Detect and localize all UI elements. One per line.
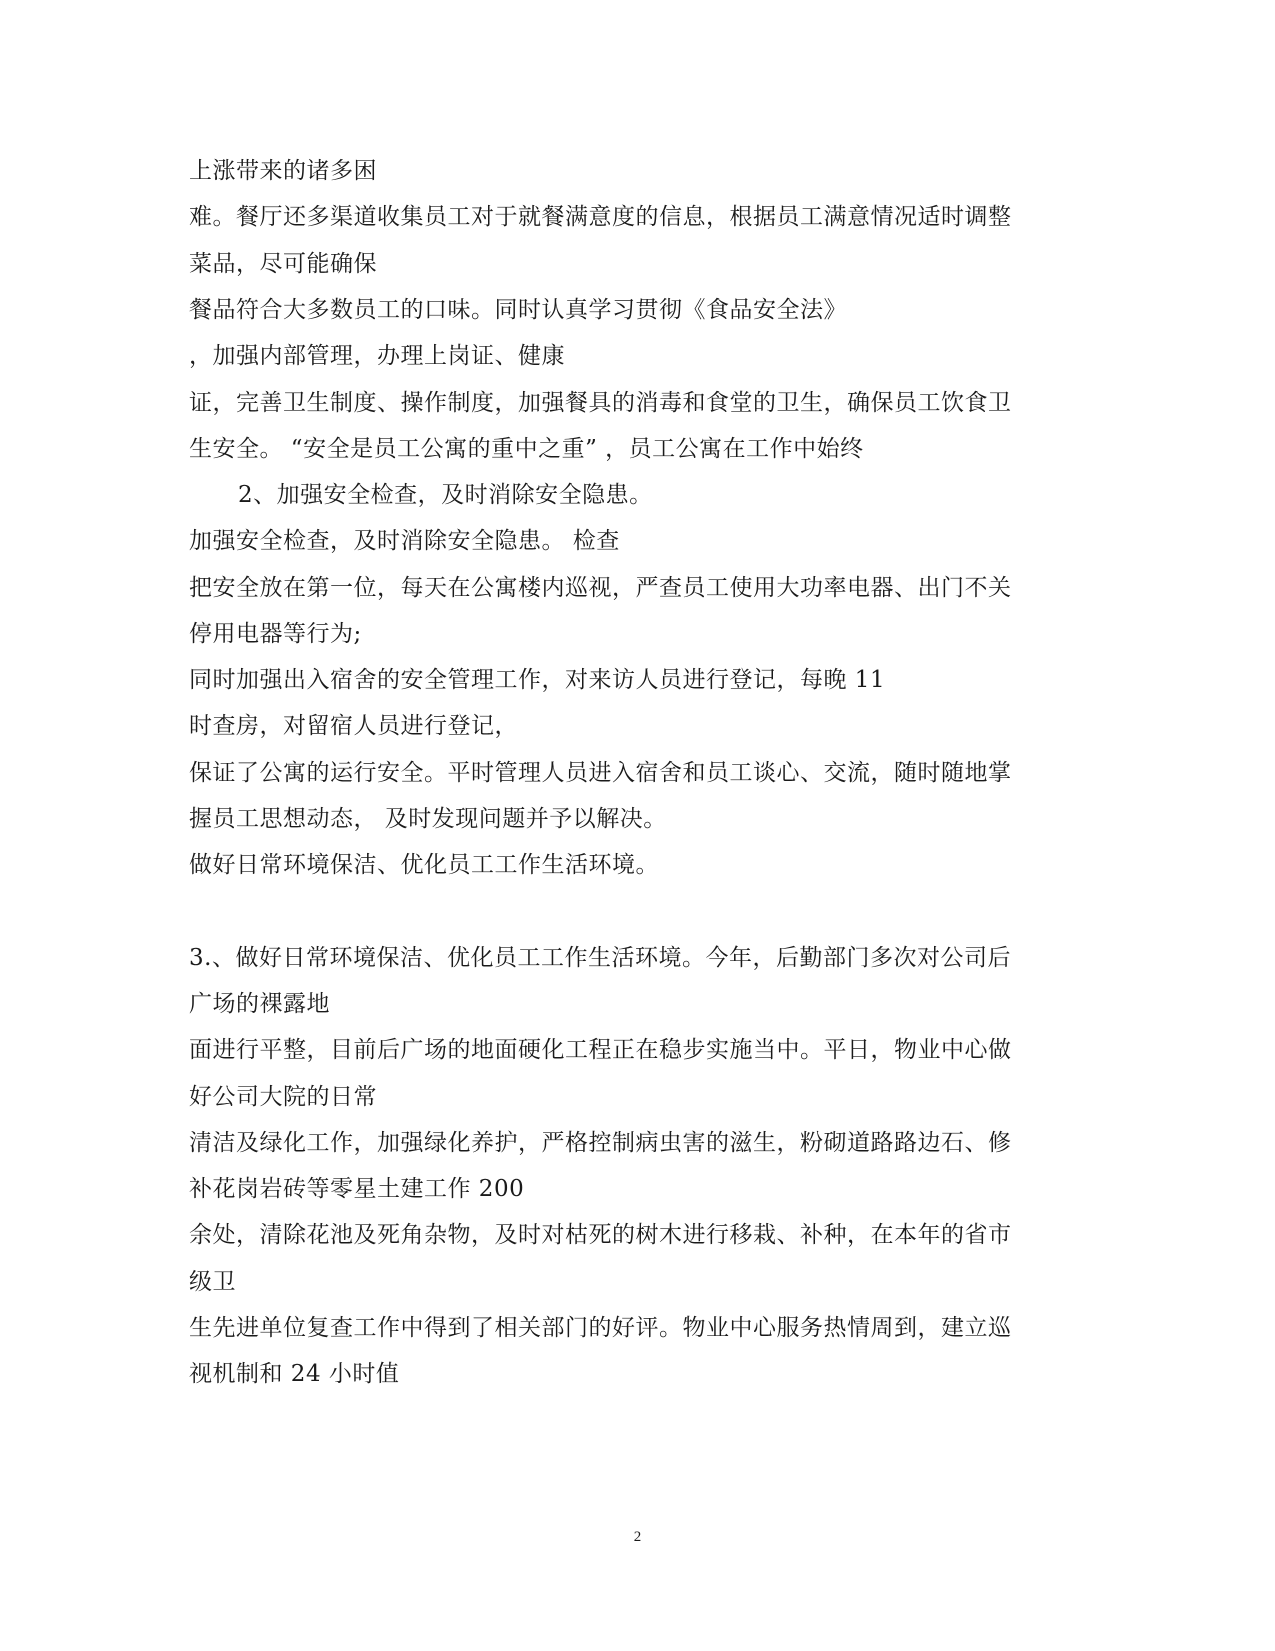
- text-line: 广场的裸露地: [189, 991, 330, 1017]
- section-heading: 2、加强安全检查，及时消除安全隐患。: [238, 482, 653, 508]
- text-line: 做好日常环境保洁、优化员工工作生活环境。: [189, 852, 659, 878]
- text-line: 余处，清除花池及死角杂物，及时对枯死的树木进行移栽、补种，在本年的省市: [189, 1222, 1012, 1248]
- text-line: 面进行平整，目前后广场的地面硬化工程正在稳步实施当中。平日，物业中心做: [189, 1037, 1012, 1063]
- text-line: 同时加强出入宿舍的安全管理工作，对来访人员进行登记，每晚 11: [189, 667, 886, 693]
- text-line: 清洁及绿化工作，加强绿化养护，严格控制病虫害的滋生，粉砌道路路边石、修: [189, 1130, 1012, 1156]
- text-line: 视机制和 24 小时值: [189, 1361, 400, 1387]
- text-line: 补花岗岩砖等零星土建工作 200: [189, 1176, 525, 1202]
- text-line: 握员工思想动态， 及时发现问题并予以解决。: [189, 806, 667, 832]
- text-line: 生安全。 “安全是员工公寓的重中之重” ，员工公寓在工作中始终: [189, 436, 864, 462]
- text-line: 保证了公寓的运行安全。平时管理人员进入宿舍和员工谈心、交流，随时随地掌: [189, 760, 1012, 786]
- text-line: 上涨带来的诸多困: [189, 158, 377, 184]
- section-heading: 3.、做好日常环境保洁、优化员工工作生活环境。今年，后勤部门多次对公司后: [189, 945, 1011, 971]
- text-line: 生先进单位复查工作中得到了相关部门的好评。物业中心服务热情周到，建立巡: [189, 1315, 1012, 1341]
- text-line: 难。餐厅还多渠道收集员工对于就餐满意度的信息，根据员工满意情况适时调整: [189, 204, 1012, 230]
- text-line: 餐品符合大多数员工的口味。同时认真学习贯彻《食品安全法》: [189, 297, 847, 323]
- text-line: 把安全放在第一位，每天在公寓楼内巡视，严查员工使用大功率电器、出门不关: [189, 575, 1012, 601]
- text-line: 证，完善卫生制度、操作制度，加强餐具的消毒和食堂的卫生，确保员工饮食卫: [189, 390, 1012, 416]
- text-line: 停用电器等行为;: [189, 621, 362, 647]
- text-line: ，加强内部管理，办理上岗证、健康: [189, 343, 565, 369]
- text-line: 时查房，对留宿人员进行登记，: [189, 713, 518, 739]
- text-line: 加强安全检查，及时消除安全隐患。 检查: [189, 528, 620, 554]
- text-line: 好公司大院的日常: [189, 1084, 377, 1110]
- page-number: 2: [633, 1529, 642, 1545]
- text-line: 菜品，尽可能确保: [189, 251, 377, 277]
- text-line: 级卫: [189, 1269, 236, 1295]
